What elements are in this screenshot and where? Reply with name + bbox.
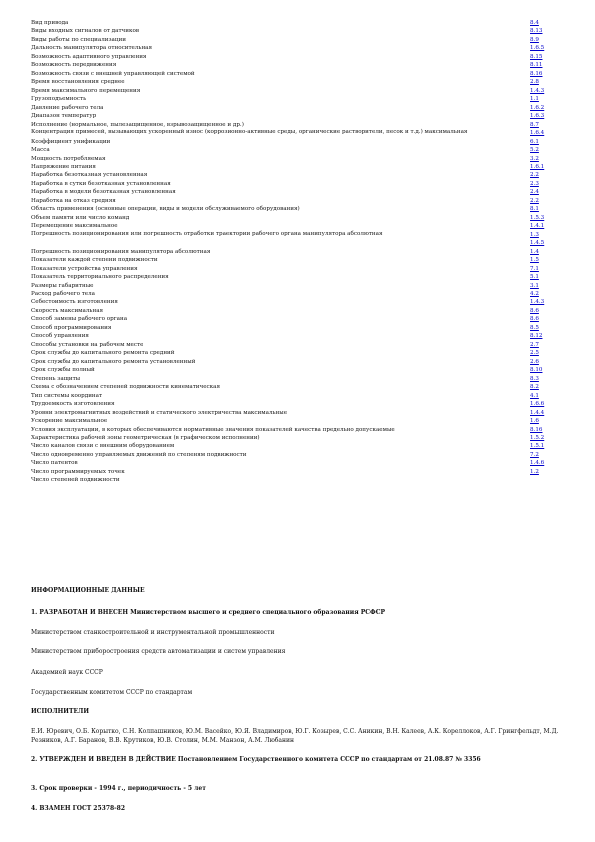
index-term: Исполнение (нормальное, пылезащищенное, взрывозащищенное и др.) bbox=[31, 121, 244, 128]
index-row bbox=[31, 442, 563, 450]
index-term: Условия эксплуатации, в которых обеспечиваются нормативные значения показателей качества предельно допускаемые bbox=[31, 426, 395, 433]
index-row bbox=[31, 171, 563, 179]
index-row bbox=[31, 400, 563, 408]
index-row bbox=[31, 332, 563, 340]
info-executors-heading: ИСПОЛНИТЕЛИ bbox=[31, 708, 89, 715]
index-row bbox=[31, 138, 563, 146]
index-row bbox=[31, 214, 563, 222]
index-ref-link[interactable]: 1.1 bbox=[530, 96, 539, 103]
index-term: Наработка в модели безотказная установленная bbox=[31, 189, 176, 196]
index-row bbox=[31, 70, 563, 78]
index-ref-link[interactable]: 8.4 bbox=[530, 20, 539, 26]
index-term: Размеры габаритные bbox=[31, 282, 94, 289]
index-row bbox=[31, 146, 563, 154]
index-row bbox=[31, 155, 563, 163]
index-row bbox=[31, 426, 563, 434]
index-term: Виды работы по специализации bbox=[31, 36, 126, 43]
index-row bbox=[31, 239, 563, 247]
index-ref-link[interactable]: 8.11 bbox=[530, 62, 543, 69]
index-term: Наработка безотказная установленная bbox=[31, 172, 148, 179]
index-ref-link[interactable]: 1.6.1 bbox=[530, 163, 545, 170]
index-row bbox=[31, 315, 563, 323]
index-ref-link[interactable]: 1.6.4 bbox=[530, 130, 545, 137]
index-ref-link[interactable]: 1.4.3 bbox=[530, 87, 545, 94]
index-row bbox=[31, 366, 563, 374]
index-row bbox=[31, 434, 563, 442]
index-term: Характеристика рабочей зоны геометрическая (в графическом исполнении) bbox=[31, 434, 260, 441]
index-row bbox=[31, 104, 563, 112]
index-term: Показатель территориального распределения bbox=[31, 274, 169, 281]
index-ref-link[interactable]: 1.5 bbox=[530, 257, 539, 264]
index-ref-link[interactable]: 7.2 bbox=[530, 451, 539, 458]
index-term: Число степеней подвижности bbox=[31, 477, 120, 484]
index-row bbox=[31, 324, 563, 332]
index-term: Время восстановления среднее bbox=[31, 79, 125, 86]
index-ref-link[interactable]: 1.4.5 bbox=[530, 240, 545, 247]
index-ref-link[interactable]: 8.6 bbox=[530, 316, 539, 323]
index-ref-link[interactable]: 4.2 bbox=[530, 291, 539, 297]
index-ref-link[interactable]: 2.7 bbox=[530, 341, 539, 348]
index-ref-link[interactable]: 8.9 bbox=[530, 36, 539, 43]
index-ref-link[interactable]: 6.1 bbox=[530, 138, 539, 145]
info-state-committee: Государственным комитетом СССР по стандартам bbox=[31, 689, 193, 696]
index-ref-link[interactable]: 8.1 bbox=[530, 206, 539, 213]
index-row bbox=[31, 298, 563, 306]
index-term: Скорость максимальная bbox=[31, 307, 104, 314]
index-term: Показатели каждой степени подвижности bbox=[31, 257, 158, 264]
index-row bbox=[31, 44, 563, 52]
info-developed-by: 1. РАЗРАБОТАН И ВНЕСЕН Министерством высшего и среднего специального образования РСФСР bbox=[31, 609, 386, 616]
index-term: Наработка на отказ средняя bbox=[31, 197, 116, 204]
term-index bbox=[31, 19, 563, 485]
index-ref-link[interactable]: 2.4 bbox=[530, 189, 539, 196]
index-term: Коэффициент унификации bbox=[31, 138, 111, 145]
index-term: Себестоимость изготовления bbox=[31, 299, 118, 306]
index-ref-link[interactable]: 1.4 bbox=[530, 248, 539, 255]
index-row bbox=[31, 36, 563, 44]
index-ref-link[interactable]: 1.6.5 bbox=[530, 45, 545, 52]
index-ref-link[interactable]: 8.16 bbox=[530, 426, 543, 433]
index-row bbox=[31, 468, 563, 476]
index-ref-link[interactable]: 1.4.1 bbox=[530, 223, 545, 230]
index-row bbox=[31, 375, 563, 383]
index-row bbox=[31, 61, 563, 69]
index-row bbox=[31, 231, 563, 239]
index-ref-link[interactable]: 8.10 bbox=[530, 367, 543, 374]
index-term: Число одновременно управляемых движений по степеням подвижности bbox=[31, 451, 247, 458]
index-term: Способ программирования bbox=[31, 324, 112, 331]
index-row bbox=[31, 163, 563, 171]
index-ref-link[interactable]: 5.2 bbox=[530, 147, 539, 154]
index-row bbox=[31, 53, 563, 61]
index-row bbox=[31, 180, 563, 188]
index-term: Вид привода bbox=[31, 20, 69, 26]
index-row bbox=[31, 129, 563, 137]
index-term: Давление рабочего тела bbox=[31, 104, 104, 111]
index-row bbox=[31, 121, 563, 129]
index-term: Способ управления bbox=[31, 333, 89, 340]
index-ref-link[interactable]: 1.6.3 bbox=[530, 113, 545, 120]
index-ref-link[interactable]: 1.5.3 bbox=[530, 214, 545, 221]
index-row bbox=[31, 282, 563, 290]
index-ref-link[interactable]: 1.3 bbox=[530, 231, 539, 238]
index-term: Погрешность позиционирования или погрешность отработки траектории рабочего органа манипулятора абсолютная bbox=[31, 230, 383, 237]
index-term: Схема с обозначением степеней подвижности кинематическая bbox=[31, 384, 221, 391]
index-term: Дальность манипулятора относительная bbox=[31, 45, 153, 52]
index-term: Способы установки на рабочем месте bbox=[31, 341, 144, 348]
index-row bbox=[31, 27, 563, 35]
index-term: Тип системы координат bbox=[31, 392, 103, 399]
index-ref-link[interactable]: 3.2 bbox=[530, 155, 539, 162]
info-executors-list: Е.И. Юревич, О.Б. Корытко, С.Н. Колпашников, Ю.М. Васейко, Ю.Я. Владимиров, Ю.Г. Козырев, С.С. Аникин, В.Н. Калеев, А.К. Кореллоков, А.Г. Грингфельдт, М.Д. Резников, А.Г. Баранов, В.В. Крутиков, Ю.В. Столин, М.М. Манзон, А.М. Любанин bbox=[31, 728, 559, 744]
info-ministry-instruments: Министерством приборостроения средств автоматизации и систем управления bbox=[31, 648, 286, 655]
index-term: Масса bbox=[31, 147, 50, 154]
index-row bbox=[31, 188, 563, 196]
index-term: Ускорение максимальное bbox=[31, 418, 108, 425]
index-term: Трудоемкость изготовления bbox=[31, 401, 115, 408]
index-term: Возможность передвижения bbox=[31, 62, 117, 69]
index-ref-link[interactable]: 1.6.2 bbox=[530, 104, 545, 111]
index-term: Способ замены рабочего органа bbox=[31, 316, 128, 323]
index-ref-link[interactable]: 1.4.6 bbox=[530, 460, 545, 467]
info-heading: ИНФОРМАЦИОННЫЕ ДАННЫЕ bbox=[31, 587, 145, 594]
index-ref-link[interactable]: 1.6 bbox=[530, 418, 539, 425]
index-term: Срок службы до капитального ремонта установленный bbox=[31, 358, 196, 365]
index-term: Перемещение максимальное bbox=[31, 223, 118, 230]
index-row bbox=[31, 87, 563, 95]
index-term: Концентрация примесей, вызывающих ускоренный износ (коррозионно-активные среды, органические растворители, песок и т.д.) максимальная bbox=[31, 129, 468, 136]
index-term: Грузоподъемность bbox=[31, 96, 87, 103]
index-ref-link[interactable]: 2.8 bbox=[530, 79, 539, 86]
index-row bbox=[31, 392, 563, 400]
index-ref-link[interactable]: 1.4.3 bbox=[530, 299, 545, 306]
index-ref-link[interactable]: 1.4.4 bbox=[530, 409, 545, 416]
index-ref-link[interactable]: 8.13 bbox=[530, 28, 543, 35]
index-row bbox=[31, 256, 563, 264]
index-term: Возможность связи с внешней управляющей системой bbox=[31, 70, 195, 77]
index-row bbox=[31, 383, 563, 391]
index-term: Мощность потребляемая bbox=[31, 155, 106, 162]
index-ref-link[interactable]: 4.1 bbox=[530, 392, 539, 399]
info-ministry-machine-tools: Министерством станкостроительной и инструментальной промышленности bbox=[31, 629, 275, 636]
index-ref-link[interactable]: 8.7 bbox=[530, 121, 539, 128]
index-ref-link[interactable]: 2.2 bbox=[530, 197, 539, 204]
index-row bbox=[31, 197, 563, 205]
index-term: Погрешность позиционирования манипулятора абсолютная bbox=[31, 248, 211, 255]
index-term: Число каналов связи с внешним оборудованием bbox=[31, 443, 175, 450]
index-row bbox=[31, 78, 563, 86]
index-ref-link[interactable]: 8.6 bbox=[530, 307, 539, 314]
index-term: Число патентов bbox=[31, 460, 78, 467]
index-row bbox=[31, 273, 563, 281]
index-ref-link[interactable]: 2.2 bbox=[530, 172, 539, 179]
index-ref-link[interactable]: 8.5 bbox=[530, 324, 539, 331]
index-row bbox=[31, 476, 563, 484]
info-review-period: 3. Срок проверки - 1994 г., периодичность - 5 лет bbox=[31, 785, 206, 792]
index-term: Уровни электромагнитных воздействий и статического электричества максимальные bbox=[31, 409, 288, 416]
index-term: Напряжение питания bbox=[31, 163, 96, 170]
index-term: Срок службы до капитального ремонта средний bbox=[31, 350, 175, 357]
index-ref-link[interactable]: 2.3 bbox=[530, 180, 539, 187]
index-ref-link[interactable]: 8.3 bbox=[530, 375, 539, 382]
index-row bbox=[31, 95, 563, 103]
index-ref-link[interactable]: 3.1 bbox=[530, 282, 539, 289]
index-row bbox=[31, 265, 563, 273]
index-row bbox=[31, 451, 563, 459]
index-ref-link[interactable]: 8.16 bbox=[530, 70, 543, 77]
index-ref-link[interactable]: 2.6 bbox=[530, 358, 539, 365]
index-ref-link[interactable]: 1.5.2 bbox=[530, 434, 545, 441]
index-term: Область применения (основные операции, виды и модели обслуживаемого оборудования) bbox=[31, 206, 300, 213]
index-row bbox=[31, 222, 563, 230]
index-row bbox=[31, 290, 563, 298]
index-row bbox=[31, 341, 563, 349]
index-ref-link[interactable]: 5.1 bbox=[530, 274, 539, 281]
index-ref-link[interactable]: 1.6.6 bbox=[530, 401, 545, 408]
index-term: Диапазон температур bbox=[31, 113, 97, 120]
index-ref-link[interactable]: 8.2 bbox=[530, 384, 539, 391]
index-term: Виды входных сигналов от датчиков bbox=[31, 28, 139, 35]
index-row bbox=[31, 307, 563, 315]
index-term: Наработка в сутки безотказная установленная bbox=[31, 180, 171, 187]
index-term: Возможность адаптивного управления bbox=[31, 53, 147, 60]
index-ref-link[interactable]: 7.1 bbox=[530, 265, 539, 272]
info-replaces: 4. ВЗАМЕН ГОСТ 25378-82 bbox=[31, 805, 126, 812]
index-term: Степень защиты bbox=[31, 375, 81, 382]
index-row bbox=[31, 205, 563, 213]
index-ref-link[interactable]: 1.5.1 bbox=[530, 443, 545, 450]
index-ref-link[interactable]: 8.12 bbox=[530, 333, 543, 340]
info-approved: 2. УТВЕРЖДЕН И ВВЕДЕН В ДЕЙСТВИЕ Постановлением Государственного комитета СССР по стандартам от 21.08.87 № 3356 bbox=[31, 756, 481, 763]
index-row bbox=[31, 417, 563, 425]
index-row bbox=[31, 112, 563, 120]
index-row bbox=[31, 248, 563, 256]
info-academy: Академией наук СССР bbox=[31, 669, 103, 676]
index-ref-link[interactable]: 8.15 bbox=[530, 53, 543, 60]
index-row bbox=[31, 19, 563, 27]
index-term: Время максимального перемещения bbox=[31, 87, 141, 94]
index-row bbox=[31, 358, 563, 366]
index-term: Число программируемых точек bbox=[31, 468, 125, 475]
index-term: Срок службы полный bbox=[31, 367, 95, 374]
index-term: Показатели устройства управления bbox=[31, 265, 138, 272]
index-ref-link[interactable]: 1.2 bbox=[530, 468, 539, 475]
index-row bbox=[31, 459, 563, 467]
index-ref-link[interactable]: 2.5 bbox=[530, 350, 539, 357]
index-row bbox=[31, 349, 563, 357]
index-term: Расход рабочего тела bbox=[31, 291, 96, 297]
index-term: Объем памяти или число команд bbox=[31, 214, 130, 221]
index-row bbox=[31, 409, 563, 417]
